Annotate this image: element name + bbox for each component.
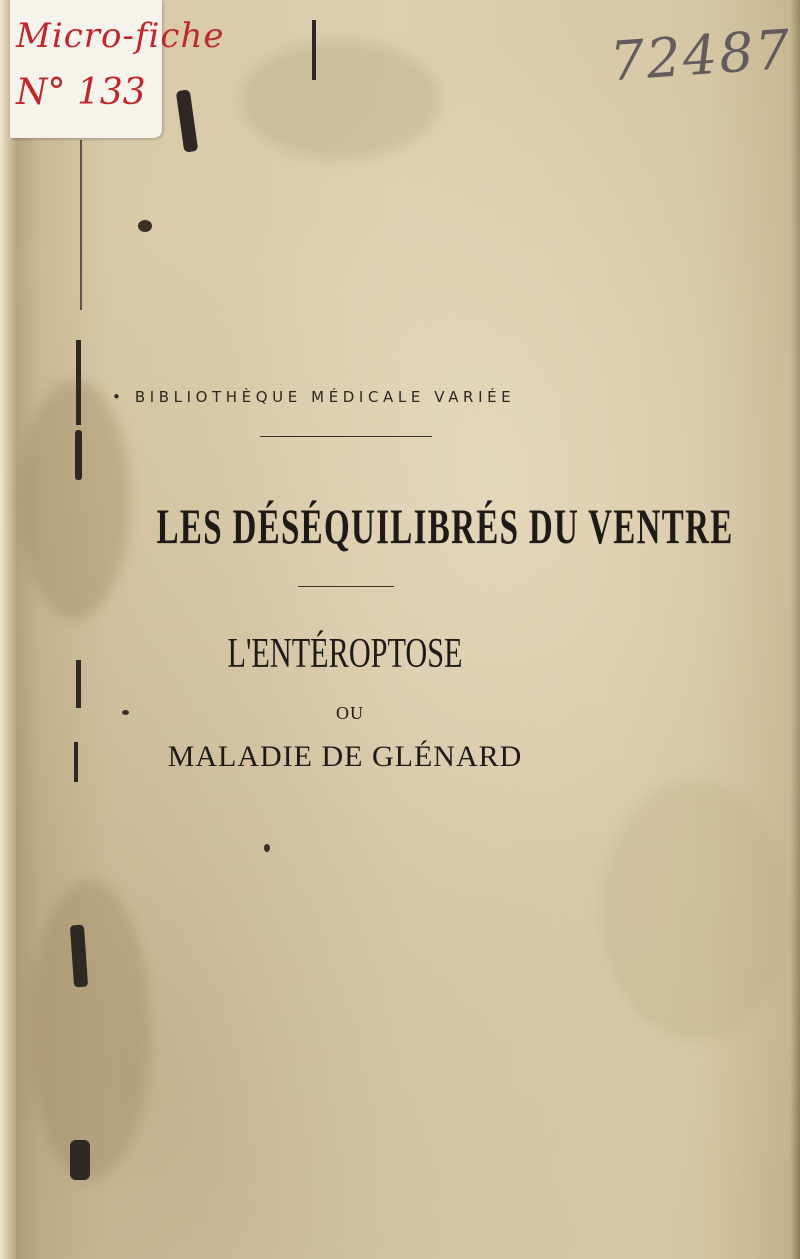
stain	[240, 40, 440, 160]
ink-mark	[80, 140, 82, 310]
title-rule-top	[260, 436, 432, 437]
series-title: • BIBLIOTHÈQUE MÉDICALE VARIÉE	[112, 388, 516, 406]
ink-mark	[312, 20, 316, 80]
archive-label-line2: N° 133	[16, 72, 146, 113]
subtitle: L'ENTÉROPTOSE	[227, 631, 463, 677]
ink-speck	[264, 844, 270, 852]
stain	[600, 780, 790, 1040]
ink-speck	[122, 710, 129, 715]
ink-mark	[176, 89, 198, 152]
title-rule-bottom	[298, 586, 394, 587]
stain	[30, 880, 150, 1180]
ink-mark	[70, 1140, 90, 1180]
archive-label-card	[10, 0, 225, 138]
accession-number: 72487	[608, 17, 794, 94]
conjunction: OU	[336, 703, 364, 723]
stain	[20, 380, 130, 620]
archive-label-line1: Micro-fiche	[16, 16, 225, 56]
page-binding-edge	[0, 0, 16, 1259]
ink-mark	[74, 742, 78, 782]
alternate-title: MALADIE DE GLÉNARD	[167, 740, 523, 773]
main-title: LES DÉSÉQUILIBRÉS DU VENTRE	[156, 498, 734, 554]
ink-mark	[76, 660, 81, 708]
ink-mark	[75, 430, 82, 480]
ink-speck	[138, 220, 152, 232]
ink-mark	[76, 340, 81, 425]
